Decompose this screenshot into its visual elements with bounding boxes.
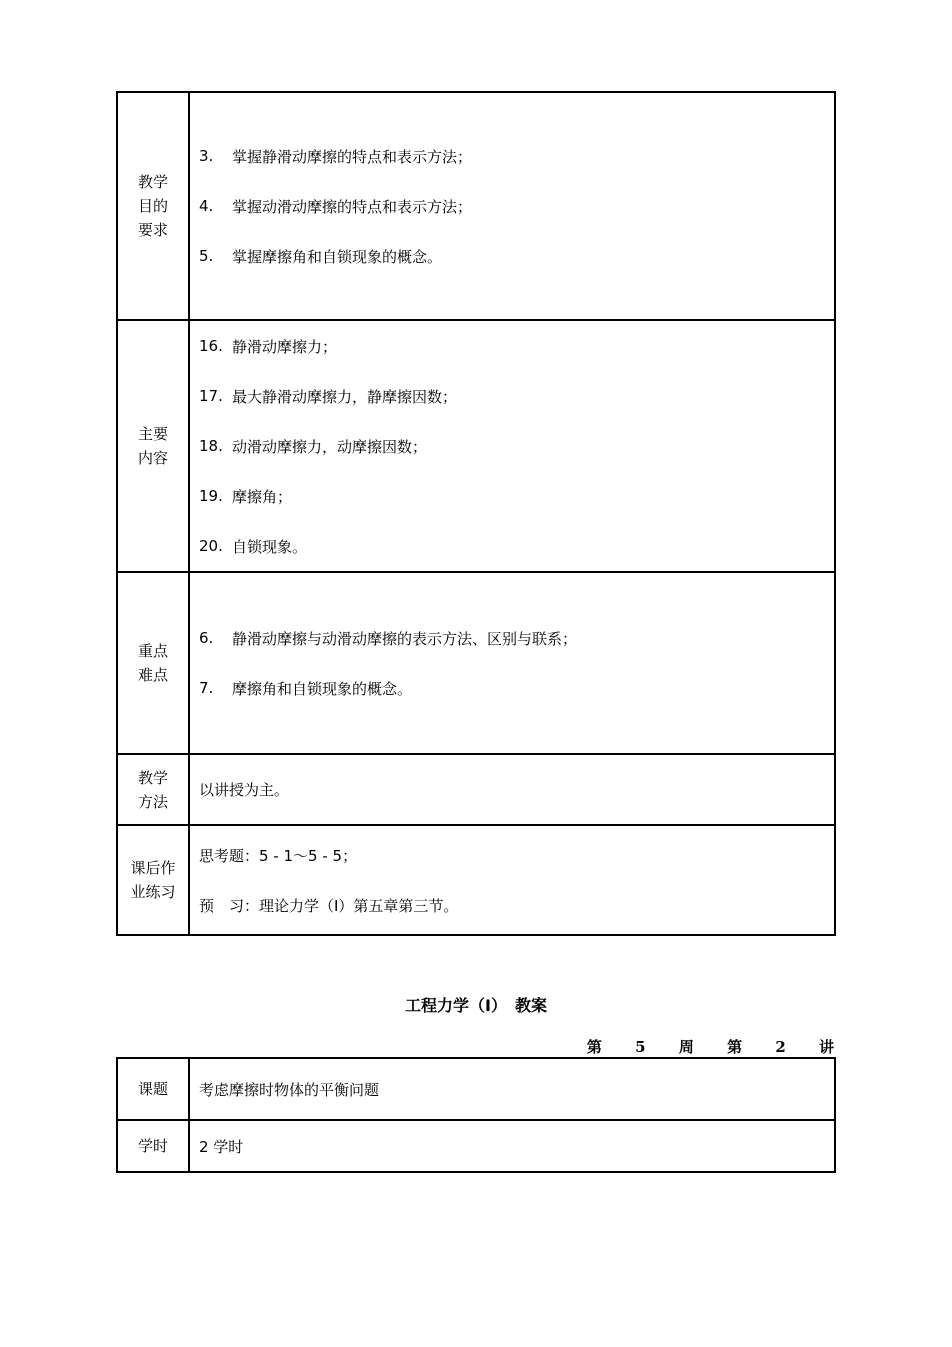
key-points-label [117,572,189,754]
objectives-label [117,92,189,320]
item-text: 掌握静滑动摩擦的特点和表示方法； [232,147,473,166]
item-text: 最大静滑动摩擦力，静摩擦因数； [232,387,458,406]
hours-value [189,1120,835,1172]
homework-line: 预 习：理论力学（I）第五章第三节。 [199,896,459,915]
topic-label: 课题 [117,1058,189,1120]
content-item [199,421,834,471]
label-line: 要求 [137,221,168,239]
label-line: 方法 [137,792,168,811]
label-line: 业练习 [130,883,176,901]
key-points-content [189,572,835,754]
topic-value [189,1058,835,1120]
content-item [199,321,834,371]
method-content [189,754,835,825]
week-suffix: 周 [678,1038,696,1056]
objectives-content [189,92,835,320]
lecture-number: 2 [775,1038,788,1056]
key-points-row [117,572,835,754]
label-line: 主要 [137,425,168,443]
key-point-item [199,663,834,713]
method-label [117,754,189,825]
lesson-header-table [116,1057,836,1173]
item-number: 5. [199,247,214,265]
item-text: 摩擦角； [232,487,293,506]
lesson-plan-table [116,91,836,936]
label-line: 教学 [137,173,168,191]
main-content-row [117,320,835,572]
homework-line: 思考题：5 - 1～5 - 5； [199,846,358,865]
item-text: 摩擦角和自锁现象的概念。 [232,679,413,698]
topic-row [117,1058,835,1120]
objectives-row [117,92,835,320]
label-line: 课后作 [130,859,176,877]
content-item [199,471,834,521]
label-line: 难点 [137,666,168,684]
homework-label [117,825,189,935]
week-number: 5 [635,1038,648,1056]
item-number: 17. [199,387,223,405]
item-text: 静滑动摩擦力； [232,337,338,356]
lecture-prefix: 第 [727,1038,745,1056]
item-number: 3. [199,147,214,165]
lecture-suffix: 讲 [818,1038,836,1056]
item-number: 4. [199,197,214,215]
item-text: 动滑动摩擦力，动摩擦因数； [232,437,428,456]
document-title: 工程力学（I） 教案 [405,996,547,1015]
main-content-label [117,320,189,572]
label-line: 教学 [137,768,168,787]
homework-row [117,825,835,935]
item-text: 自锁现象。 [232,537,308,556]
item-number: 16. [199,337,223,355]
hours-row [117,1120,835,1172]
content-item [199,521,834,571]
item-text: 掌握动滑动摩擦的特点和表示方法； [232,197,473,216]
item-number: 18. [199,437,223,455]
topic-text: 考虑摩擦时物体的平衡问题 [199,1080,380,1099]
main-content-cell [189,320,835,572]
item-number: 19. [199,487,223,505]
label-line: 内容 [137,449,168,467]
hours-text: 2 学时 [199,1137,244,1156]
method-text: 以讲授为主。 [199,781,290,799]
objective-item [199,231,834,281]
item-text: 掌握摩擦角和自锁现象的概念。 [232,247,443,266]
content-item [199,371,834,421]
week-lecture-info [573,1036,836,1057]
method-row [117,754,835,825]
hours-label: 学时 [117,1120,189,1172]
label-line: 重点 [137,642,168,660]
key-point-item [199,613,834,663]
homework-content [189,825,835,935]
item-number: 20. [199,537,223,555]
item-number: 6. [199,629,214,647]
item-number: 7. [199,679,214,697]
label-line: 目的 [137,197,168,215]
week-prefix: 第 [586,1038,604,1056]
objective-item [199,181,834,231]
objective-item [199,131,834,181]
item-text: 静滑动摩擦与动滑动摩擦的表示方法、区别与联系； [232,629,578,648]
